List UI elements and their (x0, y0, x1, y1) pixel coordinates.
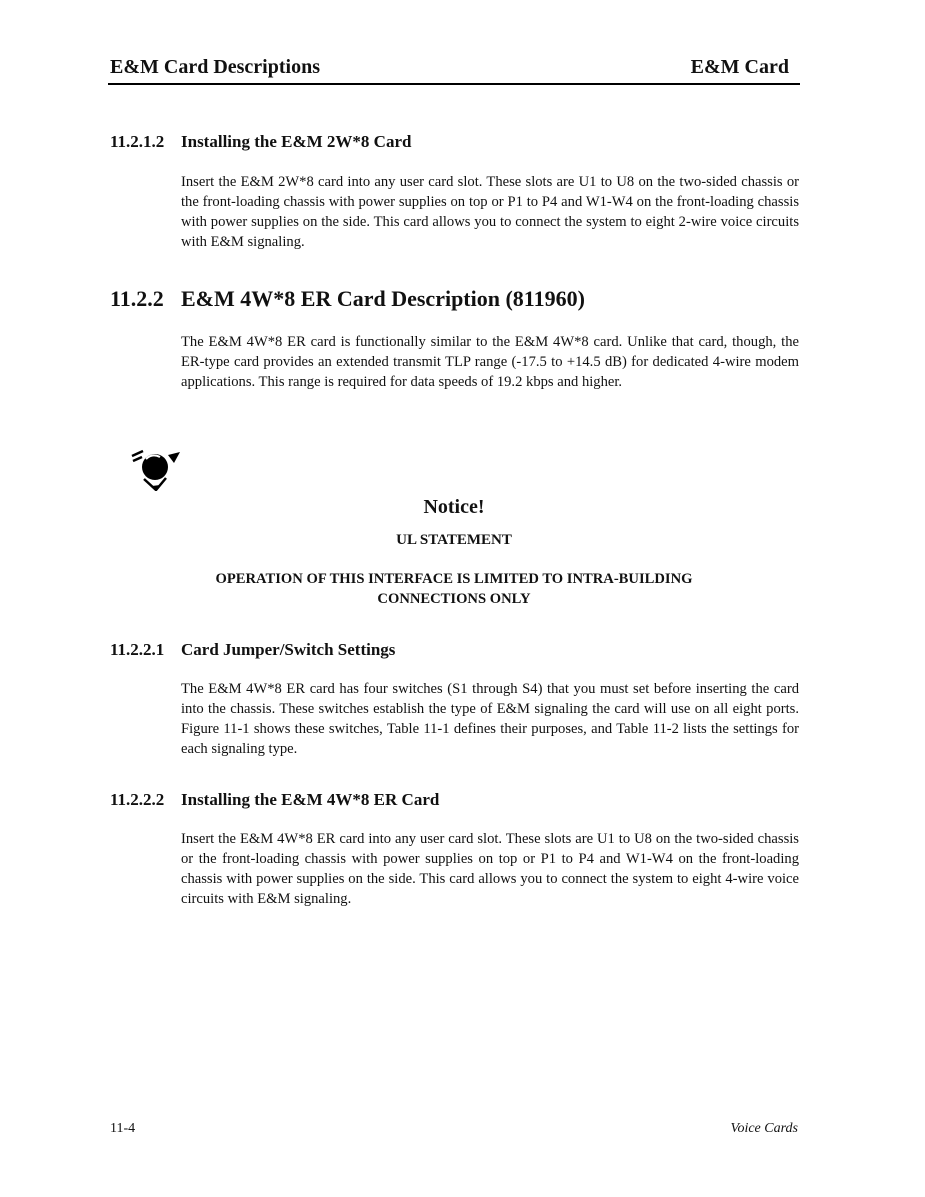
header-rule (108, 83, 800, 85)
section-number: 11.2.2.1 (110, 640, 165, 659)
running-header-section: E&M Card (690, 56, 789, 78)
section-number: 11.2.2.2 (110, 790, 165, 809)
footer-chapter: Voice Cards (730, 1121, 798, 1136)
notice-subtitle: UL STATEMENT (396, 532, 512, 548)
section-body-11-2-2: The E&M 4W*8 ER card is functionally similar to the E&M 4W*8 card. Unlike that card, though, the ER-type card provides an extended transmit TLP range (-17.5 to +14.5 dB) for dedicated 4-wire modem applications. This range is required for data speeds of 19.2 kbps and higher. (181, 334, 799, 390)
section-title: Installing the E&M 2W*8 Card (181, 132, 412, 151)
section-title: Card Jumper/Switch Settings (181, 640, 396, 659)
section-body-11-2-2-2: Insert the E&M 4W*8 ER card into any user card slot. These slots are U1 to U8 on the two-sided chassis or the front-loading chassis with power supplies on top or P1 to P4 and W1-W4 on the front-loading chassis with power supplies on the side. This card allows you to connect the system to eight 4-wire voice circuits with E&M signaling. (181, 831, 799, 907)
section-body-11-2-2-1: The E&M 4W*8 ER card has four switches (S1 through S4) that you must set before inserting the card into the chassis. These switches establish the type of E&M signaling the card will use on all eight ports. Figure 11-1 shows these switches, Table 11-1 defines their purposes, and Table 11-2 lists the settings for each signaling type. (181, 681, 799, 757)
section-number: 11.2.1.2 (110, 132, 165, 151)
running-header-title: E&M Card Descriptions (110, 56, 320, 78)
section-heading-11-2-2 (110, 286, 585, 312)
section-title: E&M 4W*8 ER Card Description (811960) (181, 286, 585, 311)
notice-statement-line2: CONNECTIONS ONLY (377, 591, 531, 607)
notice-icon (130, 449, 182, 491)
page-number: 11-4 (110, 1121, 136, 1136)
notice-statement (181, 569, 727, 609)
section-title: Installing the E&M 4W*8 ER Card (181, 790, 440, 809)
section-heading-11-2-2-1 (110, 640, 395, 660)
notice-title: Notice! (423, 496, 485, 518)
section-heading-11-2-1-2 (110, 132, 411, 152)
section-number: 11.2.2 (110, 286, 164, 311)
section-heading-11-2-2-2 (110, 790, 439, 810)
section-body-11-2-1-2: Insert the E&M 2W*8 card into any user card slot. These slots are U1 to U8 on the two-sided chassis or the front-loading chassis with power supplies on top or P1 to P4 and W1-W4 on the front-loading chassis with power supplies on the side. This card allows you to connect the system to eight 2-wire voice circuits with E&M signaling. (181, 174, 799, 250)
notice-statement-line1: OPERATION OF THIS INTERFACE IS LIMITED TO INTRA-BUILDING (215, 571, 693, 587)
